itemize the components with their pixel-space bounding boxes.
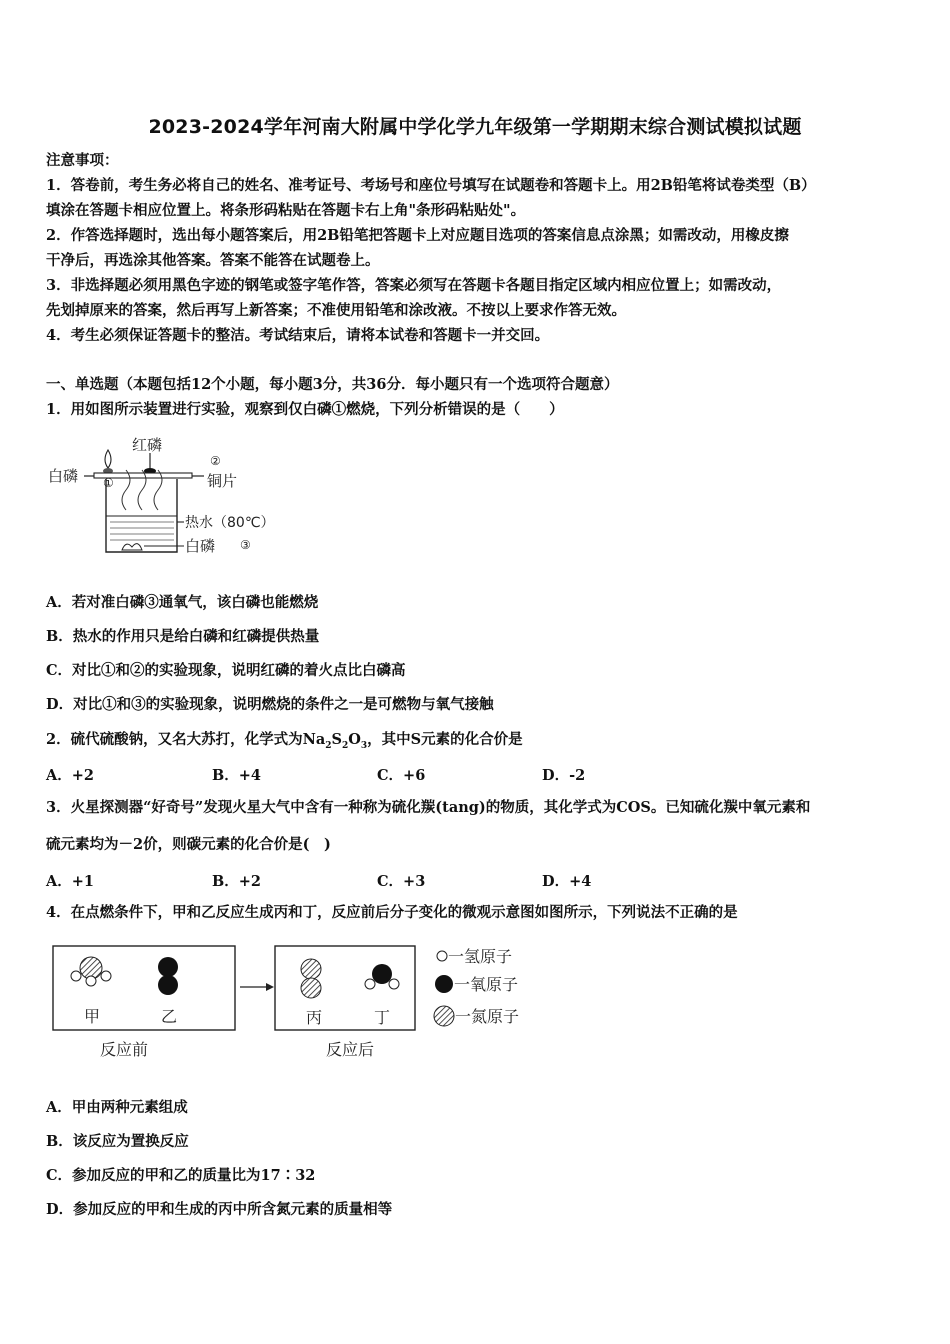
fig-label-red-p: 红磷 xyxy=(132,436,163,454)
fig-label-before: 反应前 xyxy=(100,1040,149,1059)
q4-option-b: B．该反应为置换反应 xyxy=(46,1133,189,1150)
notice-line: 干净后，再选涂其他答案。答案不能答在试题卷上。 xyxy=(46,252,380,269)
q2-option-b: B．+4 xyxy=(212,767,261,784)
q3-stem-line2: 硫元素均为－2价，则碳元素的化合价是( ) xyxy=(46,836,331,853)
q3-option-d: D．+4 xyxy=(542,873,592,890)
formula-part: Na xyxy=(302,731,326,748)
page-title: 2023-2024学年河南大附属中学化学九年级第一学期期末综合测试模拟试题 xyxy=(148,116,802,138)
q1-option-c: C．对比①和②的实验现象，说明红磷的着火点比白磷高 xyxy=(46,662,406,679)
q3-option-c: C．+3 xyxy=(377,873,426,890)
q4-stem: 4．在点燃条件下，甲和乙反应生成丙和丁，反应前后分子变化的微观示意图如图所示，下列说法不正确的是 xyxy=(46,904,738,921)
fig-label-yi: 乙 xyxy=(161,1007,178,1026)
q2-stem-text: 2．硫代硫酸钠，又名大苏打，化学式为 xyxy=(46,731,303,748)
fig-mark-2: ② xyxy=(210,454,221,468)
formula-subscript: 2 xyxy=(325,740,332,751)
notice-line: 1．答卷前，考生务必将自己的姓名、准考证号、考场号和座位号填写在试题卷和答题卡上。用2B铅笔将试卷类型（B） xyxy=(46,177,816,194)
fig-label-after: 反应后 xyxy=(326,1040,375,1059)
fig-label-bing: 丙 xyxy=(306,1008,323,1027)
fig-mark-1: ① xyxy=(103,476,114,490)
q4-molecule-figure xyxy=(44,938,544,1068)
fig-mark-3: ③ xyxy=(240,538,251,552)
fig-label-copper: 铜片 xyxy=(207,472,238,490)
formula-part: O xyxy=(348,731,361,748)
q3-option-b: B．+2 xyxy=(212,873,261,890)
q1-option-d: D．对比①和③的实验现象，说明燃烧的条件之一是可燃物与氧气接触 xyxy=(46,696,494,713)
fig-label-ding: 丁 xyxy=(374,1008,391,1027)
q2-option-d: D．-2 xyxy=(542,767,586,784)
formula-part: S xyxy=(331,731,342,748)
legend-hydrogen-icon xyxy=(437,951,447,961)
legend-oxygen: 一氧原子 xyxy=(454,975,519,994)
notice-line: 3．非选择题必须用黑色字迹的钢笔或签字笔作答，答案必须写在答题卡各题目指定区域内相应位置上；如需改动， xyxy=(46,277,782,294)
q2-option-a: A．+2 xyxy=(46,767,94,784)
section-heading: 一、单选题（本题包括12个小题，每小题3分，共36分．每小题只有一个选项符合题意） xyxy=(46,376,619,393)
fig-label-jia: 甲 xyxy=(84,1007,101,1026)
legend-nitrogen: 一氮原子 xyxy=(455,1007,520,1026)
q1-apparatus-figure xyxy=(44,430,284,560)
flame-icon xyxy=(105,450,111,468)
legend-nitrogen-icon xyxy=(434,1006,454,1026)
notice-heading: 注意事项： xyxy=(46,152,119,169)
fig-label-hot-water: 热水（80℃） xyxy=(185,515,275,531)
q4-option-a: A．甲由两种元素组成 xyxy=(46,1099,188,1116)
q4-option-d: D．参加反应的甲和生成的丙中所含氮元素的质量相等 xyxy=(46,1201,393,1218)
q2-stem xyxy=(46,730,523,756)
legend-hydrogen: 一氢原子 xyxy=(448,947,513,966)
legend-oxygen-icon xyxy=(435,975,453,993)
q1-option-a: A．若对准白磷③通氧气，该白磷也能燃烧 xyxy=(46,594,319,611)
q4-option-c: C．参加反应的甲和乙的质量比为17∶32 xyxy=(46,1167,316,1184)
q1-stem: 1．用如图所示装置进行实验，观察到仅白磷①燃烧，下列分析错误的是（ ） xyxy=(46,401,564,418)
notice-line: 先划掉原来的答案，然后再写上新答案；不准使用铅笔和涂改液。不按以上要求作答无效。 xyxy=(46,302,626,319)
q3-option-a: A．+1 xyxy=(46,873,94,890)
notice-line: 2．作答选择题时，选出每小题答案后，用2B铅笔把答题卡上对应题目选项的答案信息点涂黑；如需改动，用橡皮擦 xyxy=(46,227,789,244)
fig-label-white-p-left: 白磷 xyxy=(48,467,79,485)
formula-subscript: 2 xyxy=(342,740,349,751)
q3-stem-line1: 3．火星探测器“好奇号”发现火星大气中含有一种称为硫化羰(tang)的物质，其化学式为COS。已知硫化羰中氧元素和 xyxy=(46,799,811,816)
q2-stem-text: ，其中S元素的化合价是 xyxy=(367,731,523,748)
q2-option-c: C．+6 xyxy=(377,767,426,784)
notice-line: 填涂在答题卡相应位置上。将条形码粘贴在答题卡右上角"条形码粘贴处"。 xyxy=(46,202,526,219)
q1-option-b: B．热水的作用只是给白磷和红磷提供热量 xyxy=(46,628,320,645)
formula-subscript: 3 xyxy=(360,740,368,751)
before-box xyxy=(53,946,235,1030)
fig-label-white-p-bottom: 白磷 xyxy=(185,537,216,555)
notice-line: 4．考生必须保证答题卡的整洁。考试结束后，请将本试卷和答题卡一并交回。 xyxy=(46,327,550,344)
